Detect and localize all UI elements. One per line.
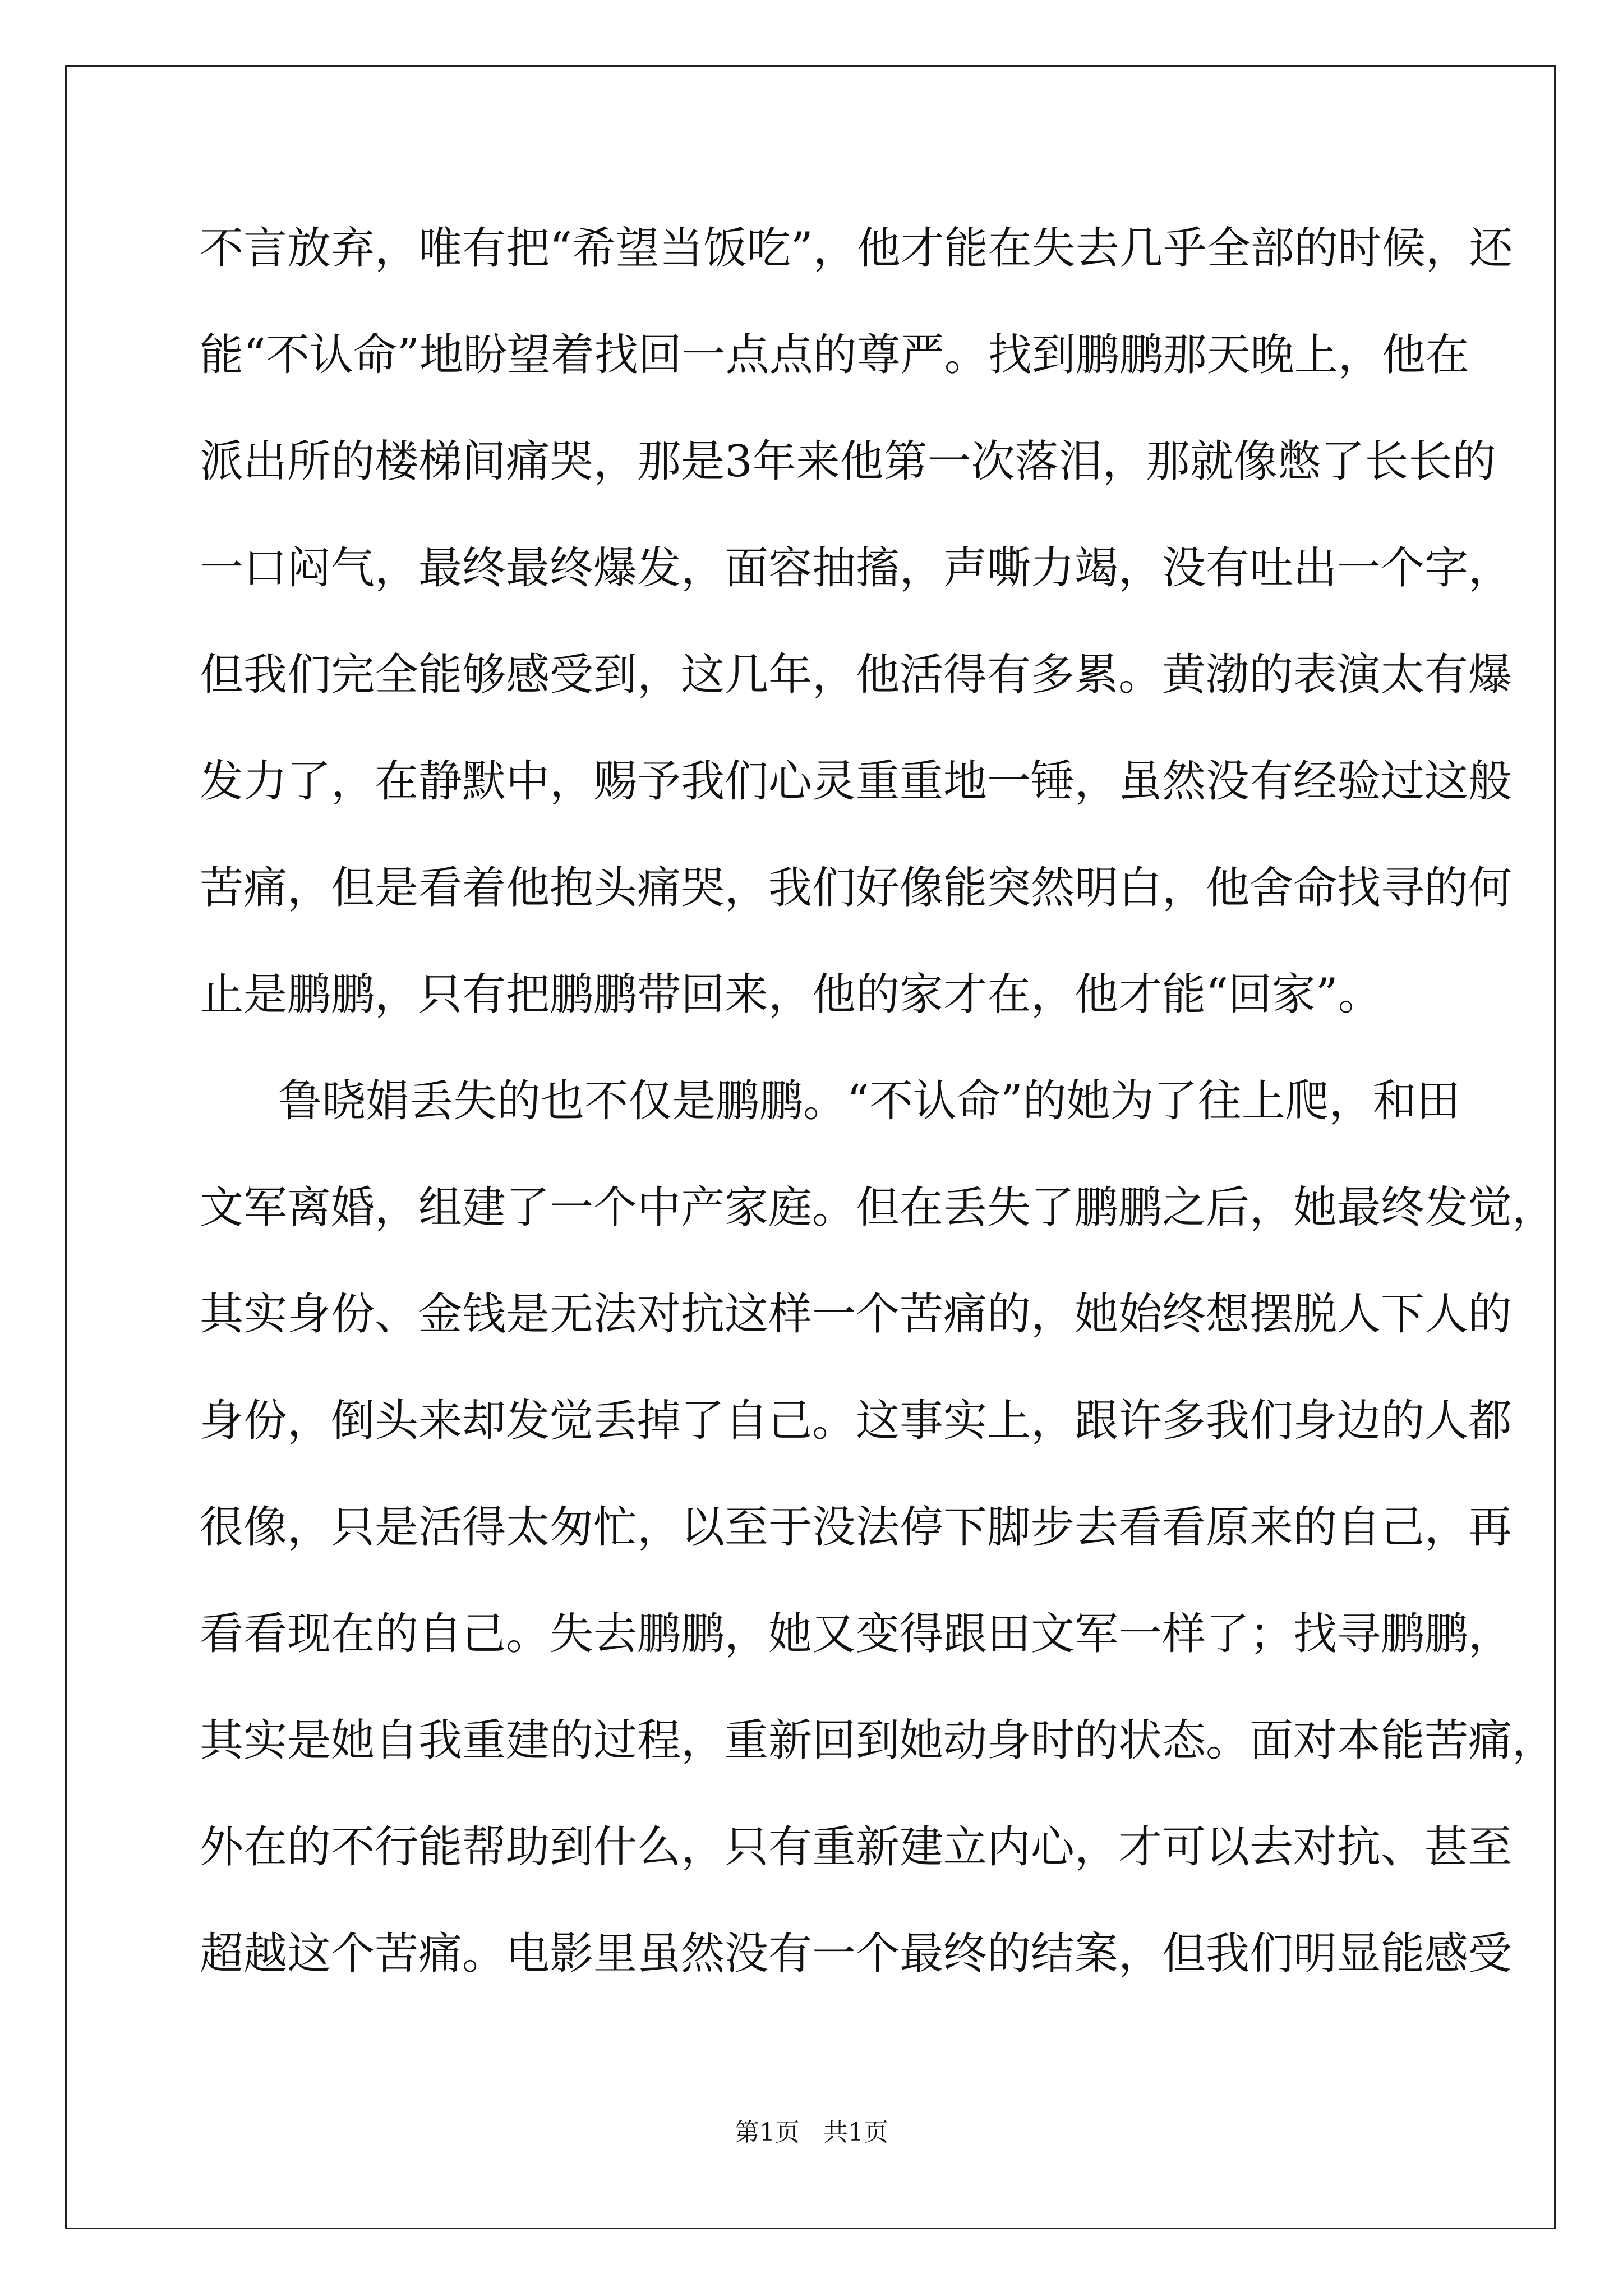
text-line: 其实身份、金钱是无法对抗这样一个苦痛的，她始终想摆脱人下人的 — [200, 1289, 1513, 1340]
text-line: 鲁晓娟丢失的也不仅是鹏鹏。“不认命”的她为了往上爬，和田 — [278, 1076, 1460, 1126]
text-line: 超越这个苦痛。电影里虽然没有一个最终的结案，但我们明显能感受 — [200, 1929, 1513, 1979]
text-line: 外在的不行能帮助到什么，只有重新建立内心，才可以去对抗、甚至 — [200, 1822, 1513, 1872]
text-line: 文军离婚，组建了一个中产家庭。但在丢失了鹏鹏之后，她最终发觉， — [200, 1182, 1556, 1233]
text-line: 发力了，在静默中，赐予我们心灵重重地一锤，虽然没有经验过这般 — [200, 756, 1513, 807]
text-line: 不言放弃，唯有把“希望当饭吃”，他才能在失去几乎全部的时候，还 — [200, 223, 1513, 274]
page-number-footer: 第1页 共1页 — [735, 2118, 888, 2147]
text-line: 能“不认命”地盼望着找回一点点的尊严。找到鹏鹏那天晚上，他在 — [200, 330, 1469, 380]
text-line: 身份，倒头来却发觉丢掉了自己。这事实上，跟许多我们身边的人都 — [200, 1396, 1513, 1446]
paragraph-1 — [200, 218, 1513, 1070]
text-line: 其实是她自我重建的过程，重新回到她动身时的状态。面对本能苦痛， — [200, 1715, 1556, 1766]
text-line: 看看现在的自己。失去鹏鹏，她又变得跟田文军一样了；找寻鹏鹏， — [200, 1609, 1513, 1659]
text-line: 止是鹏鹏，只有把鹏鹏带回来，他的家才在，他才能“回家”。 — [200, 969, 1382, 1020]
document-body — [200, 218, 1556, 2030]
text-line: 派出所的楼梯间痛哭，那是3年来他第一次落泪，那就像憋了长长的 — [200, 436, 1496, 487]
text-line: 很像，只是活得太匆忙，以至于没法停下脚步去看看原来的自己，再 — [200, 1502, 1513, 1553]
text-line: 一口闷气，最终最终爆发，面容抽搐，声嘶力竭，没有吐出一个字， — [200, 543, 1513, 593]
text-line: 苦痛，但是看着他抱头痛哭，我们好像能突然明白，他舍命找寻的何 — [200, 863, 1513, 913]
text-line: 但我们完全能够感受到，这几年，他活得有多累。黄渤的表演太有爆 — [200, 650, 1513, 700]
paragraph-2 — [200, 1070, 1556, 2030]
